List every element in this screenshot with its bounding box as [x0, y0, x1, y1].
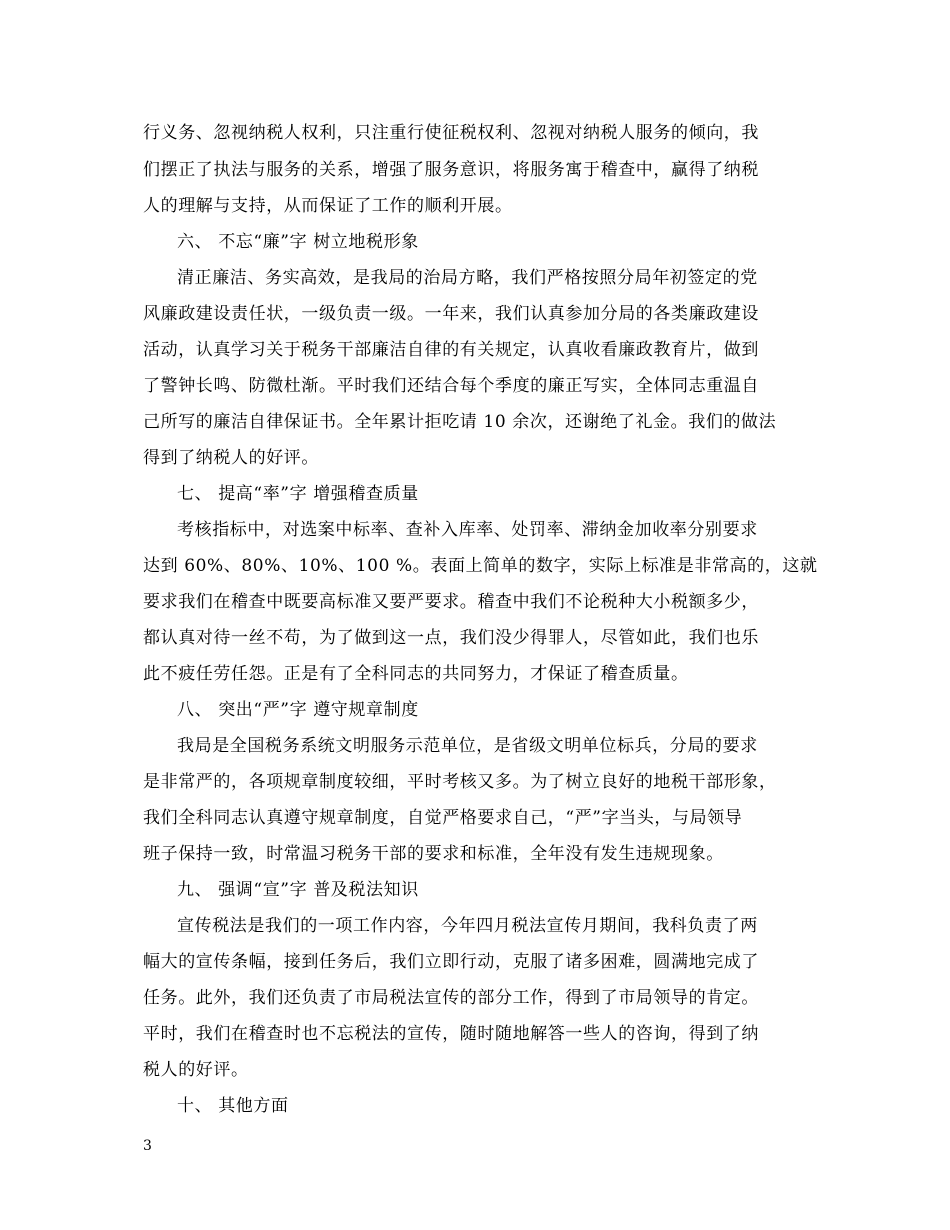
text-line: 宣传税法是我们的一项工作内容，今年四月税法宣传月期间，我科负责了两 — [177, 916, 758, 936]
text-line: 清正廉洁、务实高效，是我局的治局方略，我们严格按照分局年初签定的党 — [177, 268, 758, 288]
text-line: 平时，我们在稽查时也不忘税法的宣传，随时随地解答一些人的咨询，得到了纳 — [143, 1024, 759, 1044]
text-line: 我们全科同志认真遵守规章制度，自觉严格要求自己，“严”字当头，与局领导 — [143, 808, 743, 828]
text-line: 活动，认真学习关于税务干部廉洁自律的有关规定，认真收看廉政教育片，做到 — [143, 340, 759, 360]
text-line: 行义务、忽视纳税人权利，只注重行使征税权利、忽视对纳税人服务的倾向，我 — [143, 123, 759, 143]
text-line: 己所写的廉洁自律保证书。全年累计拒吃请 10 余次，还谢绝了礼金。我们的做法 — [143, 412, 777, 432]
text-line: 人的理解与支持，从而保证了工作的顺利开展。 — [143, 196, 513, 216]
page-number: 3 — [143, 1138, 152, 1154]
text-line: 幅大的宣传条幅，接到任务后，我们立即行动，克服了诸多困难，圆满地完成了 — [143, 952, 759, 972]
section-heading: 十、 其他方面 — [177, 1096, 289, 1116]
section-heading: 九、 强调“宣”字 普及税法知识 — [177, 880, 419, 900]
text-line: 班子保持一致，时常温习税务干部的要求和标准，全年没有发生违规现象。 — [143, 844, 724, 864]
text-line: 我局是全国税务系统文明服务示范单位，是省级文明单位标兵，分局的要求 — [177, 736, 758, 756]
text-line: 得到了纳税人的好评。 — [143, 448, 319, 468]
text-line: 了警钟长鸣、防微杜渐。平时我们还结合每个季度的廉正写实，全体同志重温自 — [143, 376, 759, 396]
text-line: 考核指标中，对选案中标率、查补入库率、处罚率、滞纳金加收率分别要求 — [177, 520, 758, 540]
text-line: 都认真对待一丝不苟，为了做到这一点，我们没少得罪人，尽管如此，我们也乐 — [143, 628, 759, 648]
section-heading: 七、 提高“率”字 增强稽查质量 — [177, 484, 419, 504]
text-line: 是非常严的，各项规章制度较细，平时考核又多。为了树立良好的地税干部形象， — [143, 772, 777, 792]
text-line: 要求我们在稽查中既要高标准又要严要求。稽查中我们不论税种大小税额多少， — [143, 592, 759, 612]
text-line: 们摆正了执法与服务的关系，增强了服务意识，将服务寓于稽查中，赢得了纳税 — [143, 160, 759, 180]
text-line: 税人的好评。 — [143, 1060, 249, 1080]
text-line: 风廉政建设责任状，一级负责一级。一年来，我们认真参加分局的各类廉政建设 — [143, 304, 759, 324]
text-line: 达到 60%、80%、10%、100 %。表面上简单的数字，实际上标准是非常高的，这就 — [143, 556, 818, 576]
text-line: 任务。此外，我们还负责了市局税法宣传的部分工作，得到了市局领导的肯定。 — [143, 988, 759, 1008]
section-heading: 六、 不忘“廉”字 树立地税形象 — [177, 232, 419, 252]
text-line: 此不疲任劳任怨。正是有了全科同志的共同努力，才保证了稽查质量。 — [143, 664, 689, 684]
section-heading: 八、 突出“严”字 遵守规章制度 — [177, 700, 419, 720]
